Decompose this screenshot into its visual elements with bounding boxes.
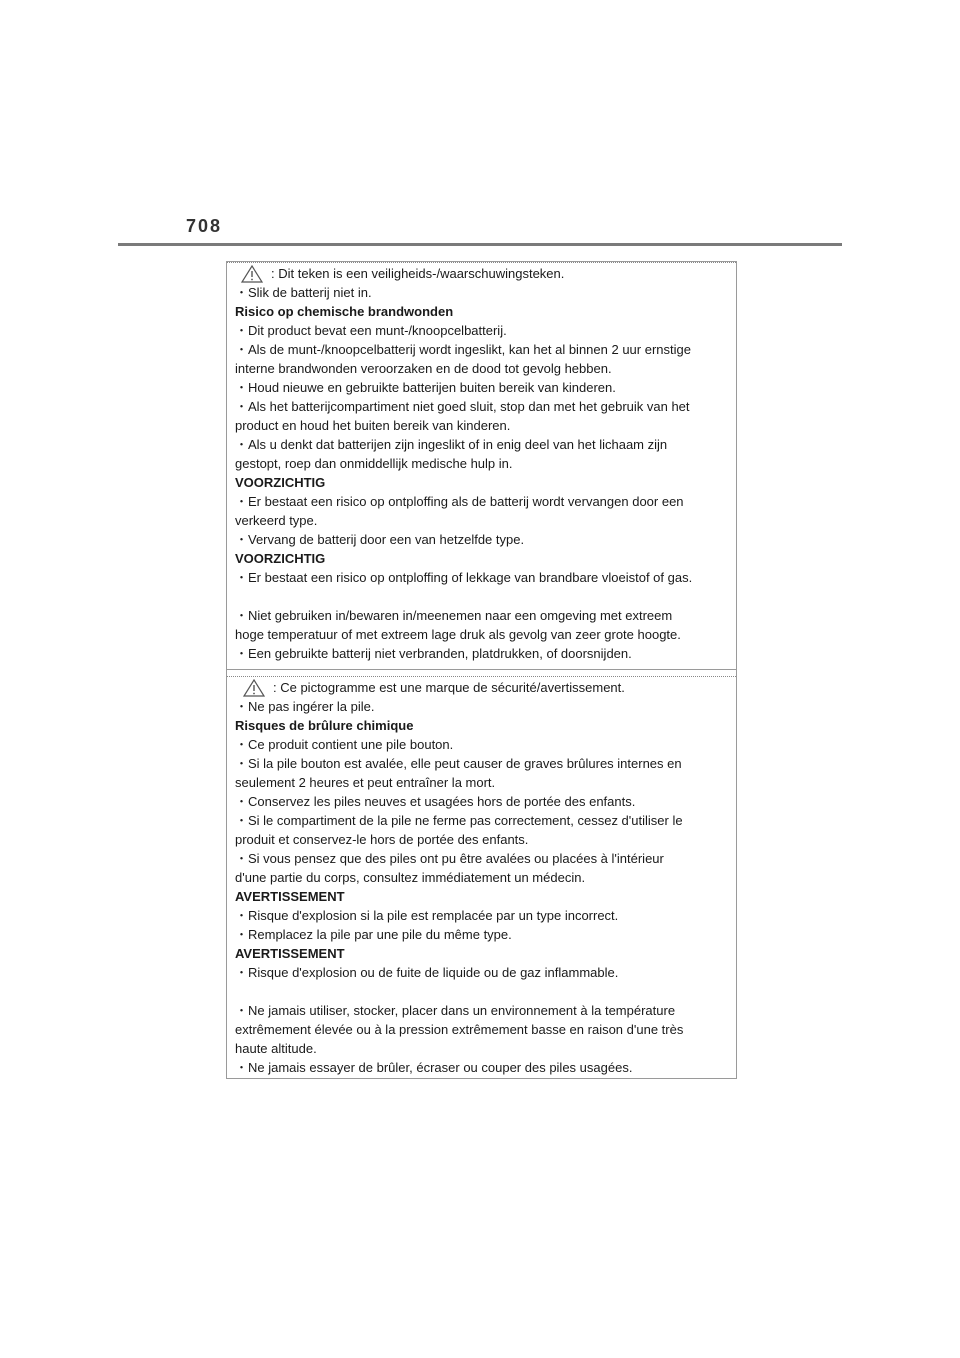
text-line: produit et conservez-le hors de portée des enfants. bbox=[235, 832, 529, 847]
text-line: interne brandwonden veroorzaken en de dood tot gevolg hebben. bbox=[235, 361, 612, 376]
warning-sign-line-nl bbox=[235, 264, 730, 283]
text-line: product en houd het buiten bereik van kinderen. bbox=[235, 418, 511, 433]
battery-warning-box bbox=[226, 261, 737, 1079]
page-number: 708 bbox=[186, 216, 223, 236]
text-line: ・Ce produit contient une pile bouton. bbox=[235, 737, 454, 752]
section-heading: Risques de brûlure chimique bbox=[235, 718, 414, 733]
text-line: ・Si vous pensez que des piles ont pu être avalées ou placées à l'intérieur bbox=[235, 851, 664, 866]
section-heading: AVERTISSEMENT bbox=[235, 889, 345, 904]
section-heading: VOORZICHTIG bbox=[235, 551, 326, 566]
french-section bbox=[227, 669, 736, 1078]
text-line: verkeerd type. bbox=[235, 513, 318, 528]
text-line: d'une partie du corps, consultez immédiatement un médecin. bbox=[235, 870, 586, 885]
text-line: haute altitude. bbox=[235, 1041, 317, 1056]
text-line: ・Dit product bevat een munt-/knoopcelbatterij. bbox=[235, 323, 507, 338]
text-line: gestopt, roep dan onmiddellijk medische hulp in. bbox=[235, 456, 513, 471]
text-line: ・Risque d'explosion si la pile est remplacée par un type incorrect. bbox=[235, 908, 619, 923]
warning-sign-line-fr bbox=[235, 678, 730, 697]
dutch-section bbox=[227, 262, 736, 669]
text-line: ・Si le compartiment de la pile ne ferme pas correctement, cessez d'utiliser le bbox=[235, 813, 683, 828]
text-line: ・Er bestaat een risico op ontploffing of lekkage van brandbare vloeistof of gas. bbox=[235, 570, 693, 585]
text-line: ・Een gebruikte batterij niet verbranden, platdrukken, of doorsnijden. bbox=[235, 646, 632, 661]
text-line: ・Als het batterijcompartiment niet goed sluit, stop dan met het gebruik van het bbox=[235, 399, 690, 414]
text-line: ・Conservez les piles neuves et usagées hors de portée des enfants. bbox=[235, 794, 636, 809]
text-line: ・Risque d'explosion ou de fuite de liquide ou de gaz inflammable. bbox=[235, 965, 619, 980]
text-line: extrêmement élevée ou à la pression extrêmement basse en raison d'une très bbox=[235, 1022, 684, 1037]
text-line: hoge temperatuur of met extreem lage druk als gevolg van zeer grote hoogte. bbox=[235, 627, 681, 642]
section-heading: Risico op chemische brandwonden bbox=[235, 304, 454, 319]
header-rule bbox=[118, 243, 842, 246]
text-line: ・Als u denkt dat batterijen zijn ingeslikt of in enig deel van het lichaam zijn bbox=[235, 437, 668, 452]
text-line: ・Vervang de batterij door een van hetzelfde type. bbox=[235, 532, 525, 547]
text-line: ・Niet gebruiken in/bewaren in/meenemen naar een omgeving met extreem bbox=[235, 608, 673, 623]
text-line: seulement 2 heures et peut entraîner la mort. bbox=[235, 775, 496, 790]
text-line: ・Ne jamais essayer de brûler, écraser ou couper des piles usagées. bbox=[235, 1060, 633, 1075]
text-line: ・Als de munt-/knoopcelbatterij wordt ingeslikt, kan het al binnen 2 uur ernstige bbox=[235, 342, 691, 357]
text-line: ・Ne jamais utiliser, stocker, placer dans un environnement à la température bbox=[235, 1003, 676, 1018]
blank-line bbox=[235, 982, 730, 1001]
section-heading: VOORZICHTIG bbox=[235, 475, 326, 490]
text-line: ・Houd nieuwe en gebruikte batterijen buiten bereik van kinderen. bbox=[235, 380, 616, 395]
french-text-lines bbox=[235, 697, 730, 1077]
text-line: ・Ne pas ingérer la pile. bbox=[235, 699, 375, 714]
section-heading: AVERTISSEMENT bbox=[235, 946, 345, 961]
blank-line bbox=[235, 587, 730, 606]
text-line: ・Slik de batterij niet in. bbox=[235, 285, 372, 300]
text-line: ・Si la pile bouton est avalée, elle peut causer de graves brûlures internes en bbox=[235, 756, 682, 771]
warning-triangle-icon bbox=[241, 265, 263, 283]
dutch-text-lines bbox=[235, 283, 730, 663]
warning-sign-text-fr: : Ce pictogramme est une marque de sécurité/avertissement. bbox=[273, 680, 625, 695]
text-line: ・Er bestaat een risico op ontploffing als de batterij wordt vervangen door een bbox=[235, 494, 684, 509]
warning-sign-text-nl: : Dit teken is een veiligheids-/waarschuwingsteken. bbox=[271, 266, 565, 281]
warning-triangle-icon bbox=[243, 679, 265, 697]
text-line: ・Remplacez la pile par une pile du même type. bbox=[235, 927, 512, 942]
